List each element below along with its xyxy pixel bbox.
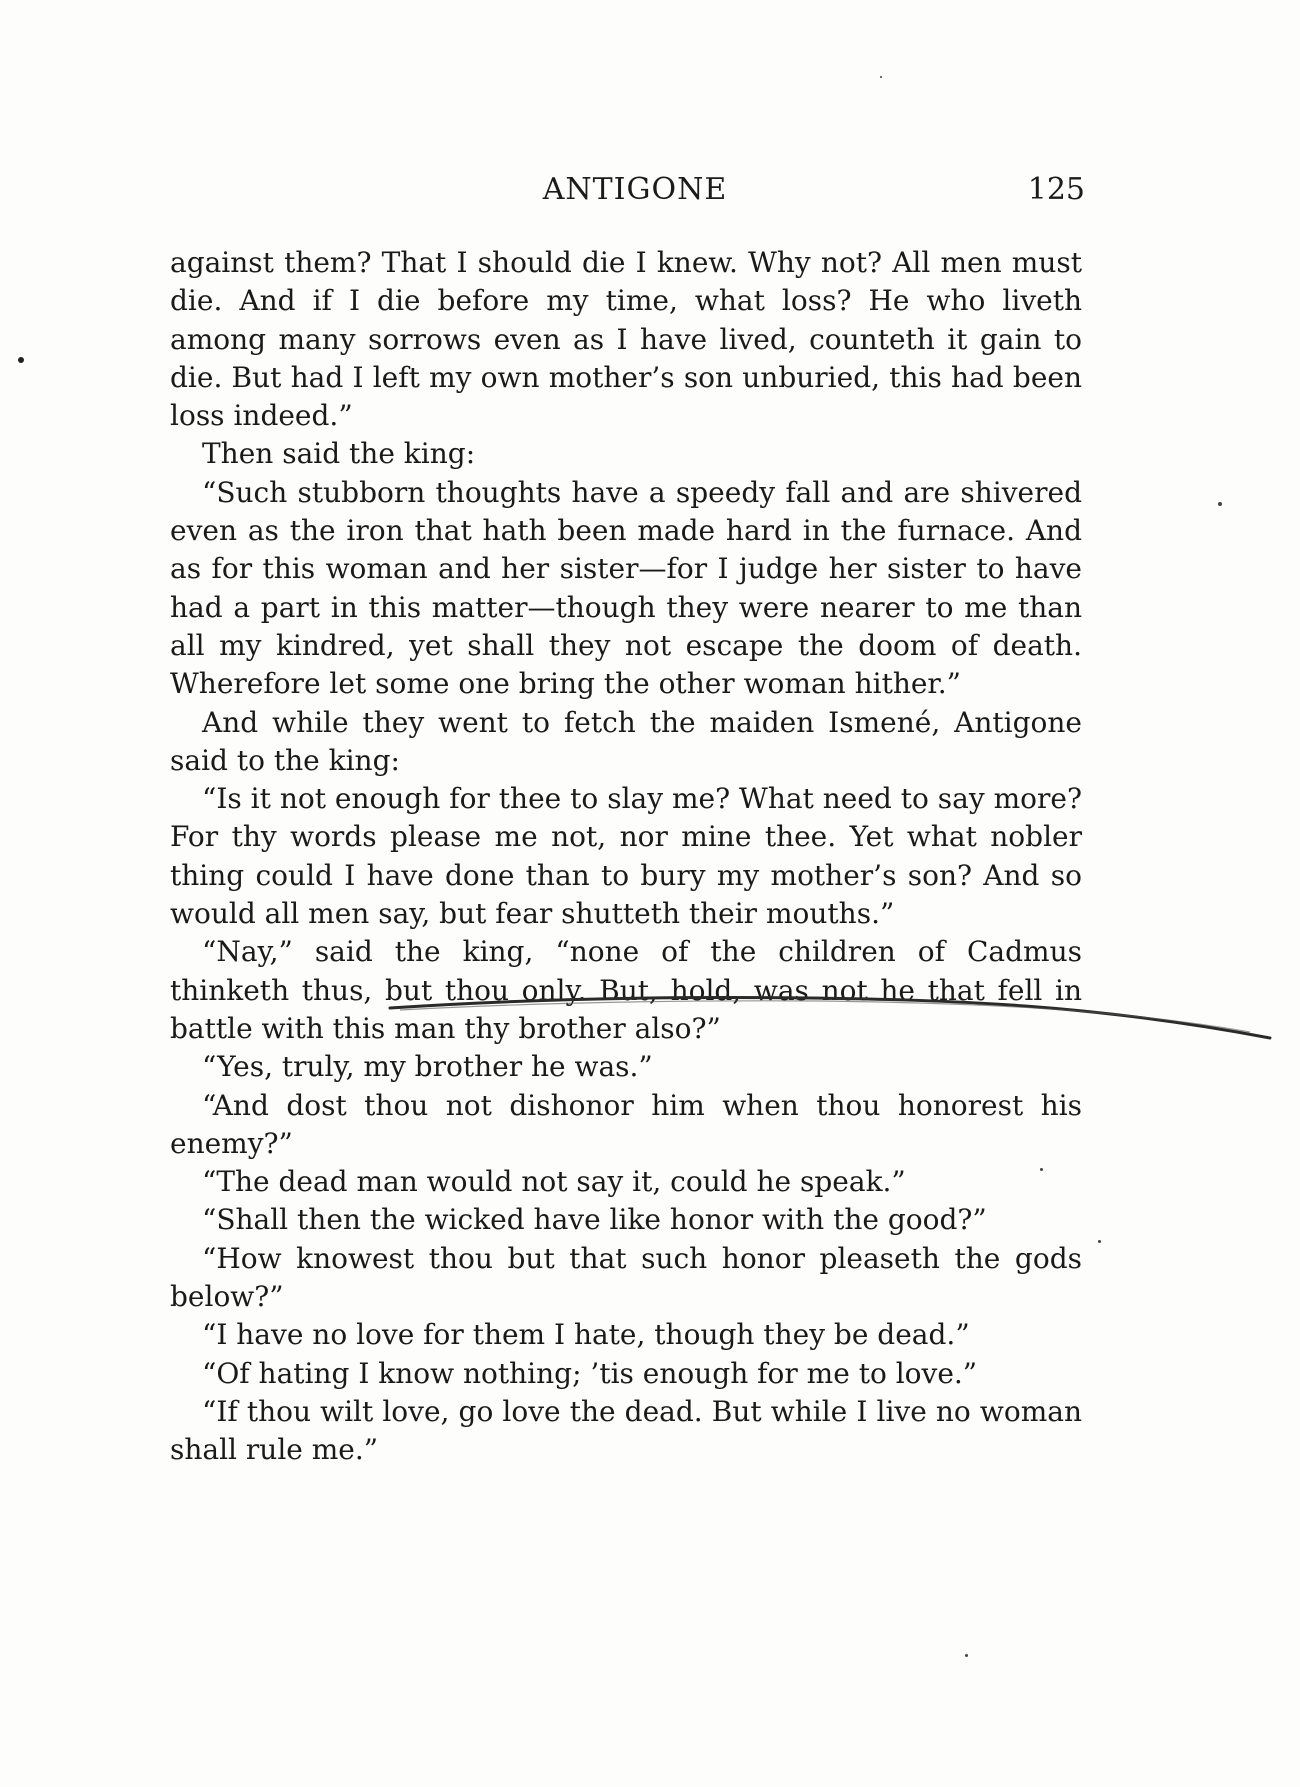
paragraph-11: “How knowest thou but that such honor pleaseth the gods below?” [170, 1241, 1082, 1314]
paragraph-8: “And dost thou not dishonor him when thou honorest his enemy?” [170, 1088, 1082, 1160]
paragraph-12: “I have no love for them I hate, though they be dead.” [202, 1318, 970, 1352]
speck-mark [880, 76, 882, 78]
paragraph-9: “The dead man would not say it, could he speak.” [202, 1165, 906, 1199]
paragraph-4: And while they went to fetch the maiden Ismené, Antigone said to the king: [170, 705, 1082, 777]
running-title: ANTIGONE [542, 172, 728, 207]
paragraph-10: “Shall then the wicked have like honor with the good?” [202, 1203, 987, 1237]
paragraph-1: against them? That I should die I knew. Why not? All men must die. And if I die before my time, what loss? He who liveth among many sorrows even as I have lived, counteth it gain to die. But had I left my own mother’s son unburied, this had been loss indeed.” [170, 246, 1082, 433]
paragraph-7: “Yes, truly, my brother he was.” [202, 1050, 653, 1084]
page-number: 125 [1027, 172, 1085, 207]
paragraph-6: “Nay,” said the king, “none of the children of Cadmus thinketh thus, but thou only. But, hold, was not he that fell in battle with this man thy brother also?” [170, 935, 1082, 1045]
running-head [185, 172, 1085, 212]
speck-mark [1098, 1240, 1101, 1243]
speck-mark [1040, 1168, 1043, 1171]
speck-mark [1218, 502, 1222, 506]
paragraph-2: Then said the king: [202, 437, 476, 471]
pen-underline-mark [390, 996, 1290, 1056]
paragraph-3: “Such stubborn thoughts have a speedy fall and are shivered even as the iron that hath been made hard in the furnace. And as for this woman and her sister—for I judge her sister to have had a part in this matter—though they were nearer to me than all my kindred, yet shall they not escape the doom of death. Wherefore let some one bring the other woman hither.” [170, 475, 1082, 701]
paragraph-5: “Is it not enough for thee to slay me? What need to say more? For thy words please me not, nor mine thee. Yet what nobler thing could I have done than to bury my mother’s son? And so would all men say, but fear shutteth their mouths.” [170, 782, 1082, 931]
paragraph-13: “Of hating I know nothing; ’tis enough for me to love.” [202, 1356, 978, 1390]
paragraph-14: “If thou wilt love, go love the dead. But while I live no woman shall rule me.” [170, 1394, 1082, 1467]
body-text [170, 244, 1082, 1470]
speck-mark [18, 357, 24, 363]
speck-mark [965, 1654, 968, 1657]
